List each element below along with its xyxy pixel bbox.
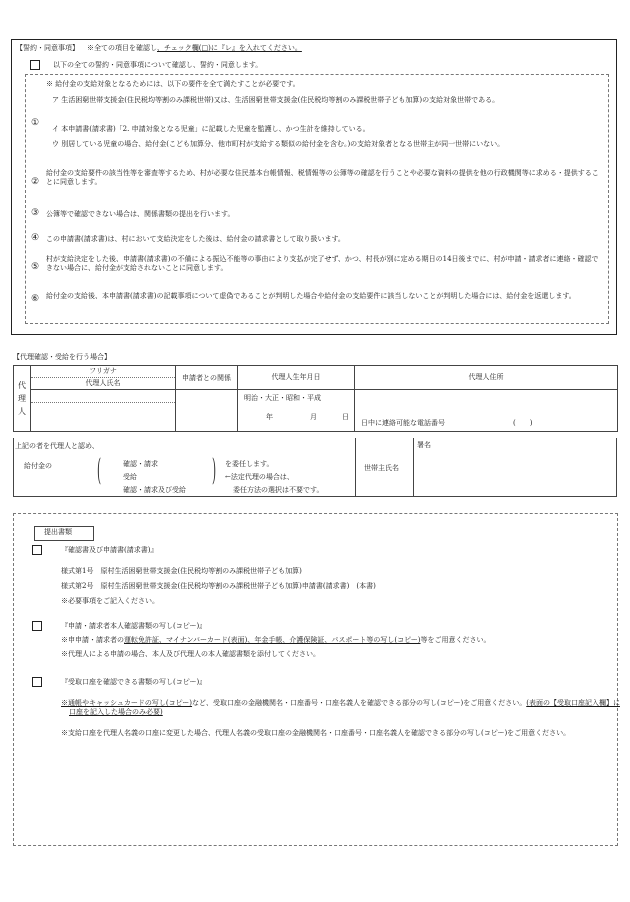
item3-number: ③ bbox=[31, 208, 40, 218]
item1-number: ① bbox=[31, 118, 40, 128]
doc3-title: 『受取口座を確認できる書類の写し(コピー)』 bbox=[61, 678, 207, 686]
item2-number: ② bbox=[31, 177, 40, 187]
consent-items-box bbox=[25, 74, 609, 324]
signature-label: 署名 bbox=[417, 441, 431, 449]
item1-a: ア 生活困窮世帯支援金(住民税均等割のみ課税世帯)又は、生活困窮世帯支援金(住民税均等割のみ課税世帯子ども加算)の支給対象世帯である。 bbox=[52, 96, 500, 104]
documents-heading: 提出書類 bbox=[44, 528, 72, 536]
household-head-label: 世帯主氏名 bbox=[364, 464, 399, 472]
consent-all-label: 以下の全ての誓約・同意事項について確認し、誓約・同意します。 bbox=[53, 61, 263, 69]
doc2-checkbox[interactable] bbox=[32, 621, 42, 631]
doc3-note1: ※通帳やキャッシュカードの写し(コピー)など、受取口座の金融機関名・口座番号・口座名義人を確認できる部分の写し(コピー)をご用意ください。(表面の【受取口座記入欄】に口座を記入した場合のみ必要) bbox=[61, 699, 620, 716]
proxy-relation-input[interactable] bbox=[176, 390, 238, 432]
proxy-table bbox=[13, 365, 618, 432]
doc1-line1: 様式第1号 原村生活困窮世帯支援金(住民税均等割のみ課税世帯子ども加算) bbox=[61, 567, 302, 575]
benefit-label: 給付金の bbox=[24, 462, 52, 470]
item3-text: 公簿等で確認できない場合は、関係書類の提出を行います。 bbox=[46, 210, 235, 218]
legal-note-1: ←法定代理の場合は、 bbox=[225, 473, 294, 481]
doc2-note: ※申申請・請求者の運転免許証、マイナンバーカード(表面)、年金手帳、介護保険証、パスポート等の写し(コピー)等をご用意ください。 bbox=[61, 636, 491, 644]
item1-u: ウ 別居している児童の場合、給付金(こども加算分、他市町村が支給する類似の給付金を含む。)の支給対象者となる世帯主が同一世帯にいない。 bbox=[52, 140, 505, 148]
item4-text: この申請書(請求書)は、村において支給決定をした後は、給付金の請求書として取り扱います。 bbox=[46, 235, 345, 243]
month-label: 月 bbox=[310, 413, 317, 421]
delegate-suffix: を委任します。 bbox=[225, 460, 274, 468]
doc2-note2: ※代理人による申請の場合、本人及び代理人の本人確認書類を添付してください。 bbox=[61, 650, 320, 658]
item5-number: ⑤ bbox=[31, 262, 40, 272]
phone-paren: ( ) bbox=[513, 419, 533, 427]
era-options: 明治・大正・昭和・平成 bbox=[244, 394, 321, 402]
item6-text: 給付金の支給後、本申請書(請求書)の記載事項について虚偽であることが判明した場合や給付金の支給要件に該当しないことが判明した場合には、給付金を返還します。 bbox=[46, 292, 576, 300]
legal-note-2: 委任方法の選択は不要です。 bbox=[233, 486, 324, 494]
item2-text: 給付金の支給要件の該当性等を審査等するため、村が必要な住民基本台帳情報、税情報等の公簿等の確認を行うことや必要な資料の提供を他の行政機関等に求める・提供することに同意します。 bbox=[46, 169, 599, 186]
doc1-note: ※必要事項をご記入ください。 bbox=[61, 597, 159, 605]
doc1-title: 『確認書及び申請書(請求書)』 bbox=[61, 546, 158, 554]
proxy-side-label: 代 理 人 bbox=[14, 366, 31, 432]
proxy-name-input[interactable] bbox=[31, 390, 176, 432]
doc1-line2: 様式第2号 原村生活困窮世帯支援金(住民税均等割のみ課税世帯子ども加算)申請書(請求書) (本書) bbox=[61, 582, 376, 590]
day-label: 日 bbox=[342, 413, 349, 421]
doc3-note2: ※支給口座を代理人名義の口座に変更した場合、代理人名義の受取口座の金融機関名・口座番号・口座名義人を確認できる部分の写し(コピー)をご用意ください。 bbox=[61, 729, 571, 737]
col-relation: 申請者との関係 bbox=[176, 366, 238, 390]
doc2-title: 『申請・請求者本人確認書類の写し(コピー)』 bbox=[61, 622, 207, 630]
item4-number: ④ bbox=[31, 233, 40, 243]
col-name: 代理人氏名 bbox=[31, 378, 176, 390]
item1-i: イ 本申請書(請求書)「2. 申請対象となる児童」に記載した児童を監護し、かつ生計を維持している。 bbox=[52, 125, 370, 133]
option-confirm-request-receive[interactable]: 確認・請求及び受給 bbox=[123, 486, 186, 494]
item6-number: ⑥ bbox=[31, 294, 40, 304]
doc1-checkbox[interactable] bbox=[32, 545, 42, 555]
item5-text: 村が支給決定をした後、申請書(請求書)の不備による振込不能等の事由により支払が完了せず、かつ、村長が別に定める期日の14日後までに、村が申請・請求者に連絡・確認できない場合に、給付金が支給されないことに同意します。 bbox=[46, 255, 599, 272]
col-address: 代理人住所 bbox=[355, 366, 618, 390]
proxy-address-input[interactable] bbox=[355, 390, 618, 432]
option-receive[interactable]: 受給 bbox=[123, 473, 137, 481]
doc3-checkbox[interactable] bbox=[32, 677, 42, 687]
proxy-birthdate-input[interactable] bbox=[238, 390, 355, 432]
phone-label: 日中に連絡可能な電話番号 bbox=[361, 419, 445, 427]
year-label: 年 bbox=[266, 413, 273, 421]
option-confirm-request[interactable]: 確認・請求 bbox=[123, 460, 158, 468]
household-head-signature-field[interactable] bbox=[414, 451, 614, 495]
col-birthdate: 代理人生年月日 bbox=[238, 366, 355, 390]
delegate-text: 上記の者を代理人と認め、 bbox=[15, 442, 99, 450]
consent-all-checkbox[interactable] bbox=[30, 60, 40, 70]
col-furigana: フリガナ bbox=[31, 366, 176, 378]
consent-heading: 【誓約・同意事項】 ※全ての項目を確認し、チェック欄(□)に『レ』を入れてください。 bbox=[16, 44, 302, 52]
item1-intro: ※ 給付金の支給対象となるためには、以下の要件を全て満たすことが必要です。 bbox=[46, 80, 300, 88]
proxy-heading: 【代理確認・受給を行う場合】 bbox=[13, 353, 111, 361]
